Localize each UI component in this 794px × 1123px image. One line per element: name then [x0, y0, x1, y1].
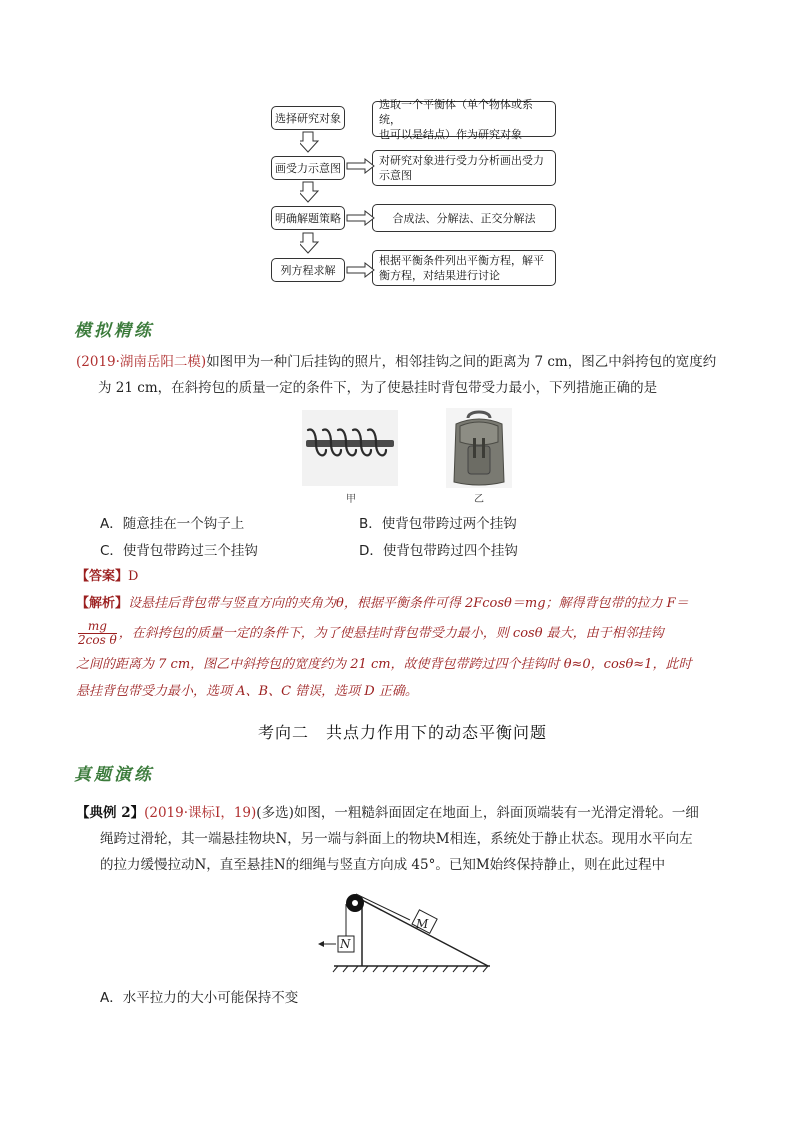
force-fraction: $\frac{mg}{\text{2cos θ}}$	[78, 619, 117, 647]
answer-block: 【答案】D 【解析】设悬挂后背包带与竖直方向的夹角为θ，根据平衡条件可得 2Fcosθ＝mg；解得背包带的拉力 F＝ $\frac{mg}{\text{2cos θ}}$ ，在斜挎包的质量一定的条件下，为了使悬挂时背包带受力最小，则 cosθ 最大，由于相邻挂钩 之间的距离为 7 cm，图乙中斜挎包的宽度约为 21 cm，故使背包带跨过四个挂钩时 θ≈0，cosθ≈1，此时 悬挂背包带受力最小，选项 A、B、C 错误，选项 D 正确。	[76, 569, 692, 699]
right-arrow-icon	[347, 263, 374, 277]
flowchart-step-4: 列方程求解	[271, 258, 345, 282]
flowchart-detail-4: 根据平衡条件列出平衡方程，解平 衡方程，对结果进行讨论	[372, 250, 556, 286]
option-2a: A．水平拉力的大小可能保持不变	[100, 990, 299, 1006]
flowchart-step-3: 明确解题策略	[271, 206, 345, 230]
flowchart-detail-1: 选取一个平衡体（单个物体或系统， 也可以是结点）作为研究对象	[372, 101, 556, 137]
answer-value: D	[128, 569, 139, 584]
right-arrow-icon	[347, 211, 374, 225]
flowchart-detail-3: 合成法、分解法、正交分解法	[372, 204, 556, 232]
question-source: (2019·湖南岳阳二模)	[76, 354, 207, 370]
right-arrow-icon	[347, 159, 374, 173]
down-arrow-icon	[300, 233, 318, 253]
option-b: B．使背包带跨过两个挂钩	[359, 516, 517, 532]
flowchart-arrows	[300, 125, 380, 295]
down-arrow-icon	[300, 182, 318, 202]
question-1-text: (2019·湖南岳阳二模)如图甲为一种门后挂钩的照片，相邻挂钩之间的距离为 7 cm，图乙中斜挎包的宽度约 为 21 cm，在斜挎包的质量一定的条件下，为了使悬挂时背包带受力最小，下列措施正确的是	[76, 354, 717, 396]
topic-heading: 考向二 共点力作用下的动态平衡问题	[258, 723, 548, 742]
figure-caption-a: 甲	[346, 494, 356, 505]
label-m: M	[416, 917, 429, 931]
option-c: C．使背包带跨过三个挂钩	[100, 543, 258, 559]
question-2-text: 【典例 2】(2019·课标Ⅰ，19)(多选)如图，一粗糙斜面固定在地面上，斜面顶端装有一光滑定滑轮。一细 绳跨过滑轮，其一端悬挂物块N，另一端与斜面上的物块M相连，系统处于静止状态。现用水平向左 的拉力缓慢拉动N，直至悬挂N的细绳与竖直方向成 45°。已知M始终保持静止，则在此过程中	[76, 805, 699, 873]
section-heading-real-exam: 真题演练	[74, 765, 154, 785]
pull-arrow-icon	[318, 941, 324, 947]
flowchart-detail-2: 对研究对象进行受力分析画出受力 示意图	[372, 150, 556, 186]
incline-diagram	[306, 880, 496, 980]
down-arrow-icon	[300, 132, 318, 152]
backpack-image	[446, 408, 512, 488]
hook-rack-image	[302, 410, 398, 486]
flowchart-step-2: 画受力示意图	[271, 156, 345, 180]
figure-caption-b: 乙	[474, 494, 484, 505]
option-d: D．使背包带跨过四个挂钩	[359, 543, 518, 559]
section-heading-practice: 模拟精练	[74, 321, 154, 341]
flowchart-step-1: 选择研究对象	[271, 106, 345, 130]
option-a: A．随意挂在一个钩子上	[100, 516, 245, 532]
question-source: (2019·课标Ⅰ，19)	[144, 805, 257, 821]
label-n: N	[340, 937, 351, 951]
